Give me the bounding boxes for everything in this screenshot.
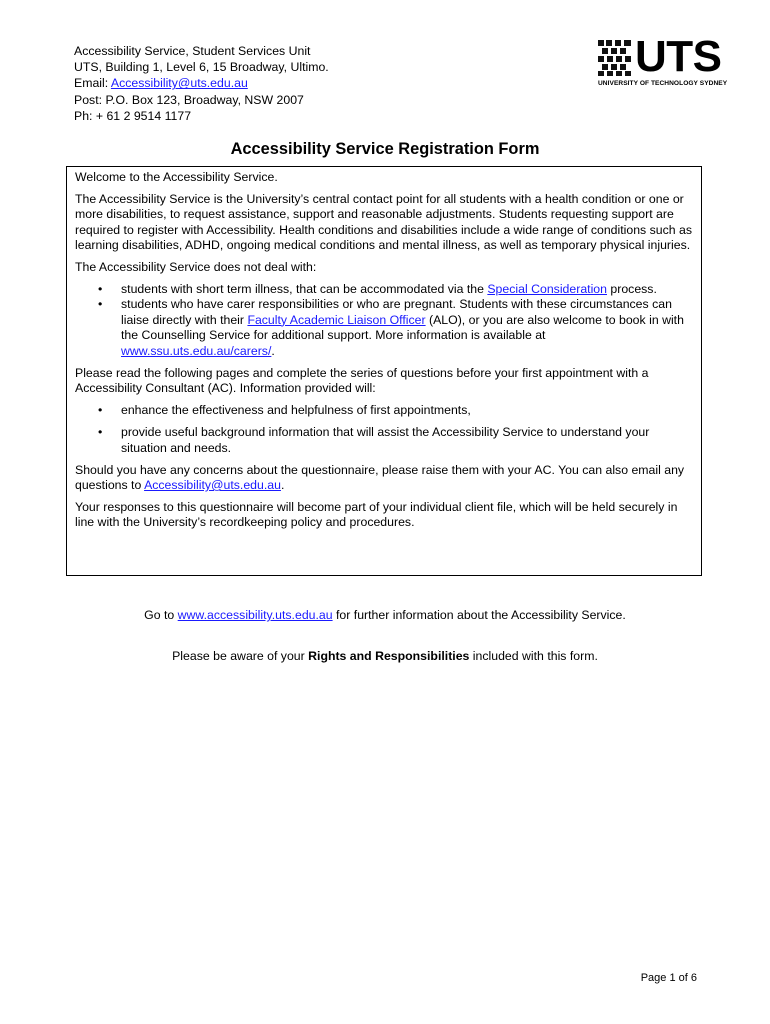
goto-line [0, 608, 770, 622]
list-item-text: students who have carer responsibilities or who are pregnant. Students with these circumstances can liaise directly with their [121, 297, 672, 327]
contact-phone: Ph: + 61 2 9514 1177 [74, 108, 192, 123]
not-deal-heading: The Accessibility Service does not deal with: [75, 259, 317, 274]
list-item-text: enhance the effectiveness and helpfulness of first appointments, [121, 402, 471, 417]
list-item-text: provide useful background information that will assist the Accessibility Service to understand your situation and needs. [121, 425, 650, 455]
email-label: Email: [74, 76, 111, 91]
contact-block [74, 43, 329, 124]
page-number: Page 1 of 6 [640, 972, 697, 984]
alo-link[interactable]: Faculty Academic Liaison Officer [247, 312, 426, 327]
benefits-list [75, 403, 696, 457]
bullet-icon: • [98, 281, 103, 296]
welcome-text: Welcome to the Accessibility Service. [75, 170, 278, 184]
concerns-paragraph [75, 463, 696, 494]
goto-text: Go to [144, 608, 178, 622]
bullet-icon: • [98, 297, 103, 312]
contact-address: UTS, Building 1, Level 6, 15 Broadway, Ultimo. [74, 60, 329, 75]
concerns-text: . [280, 478, 285, 493]
intro-paragraph: The Accessibility Service is the University’s central contact point for all students with a health condition or one or more disabilities, to request assistance, support and reasonable adjustments. Students requesting support are required to register with Accessibility. Health conditions and disabilities include a wide range of conditions such as learning disabilities, ADHD, ongoing medical conditions and mental illness, as well as temporary physical injuries. [75, 191, 692, 253]
accessibility-website-link[interactable]: www.accessibility.uts.edu.au [177, 608, 333, 622]
list-item-text: . [271, 343, 275, 358]
concerns-text: Should you have any concerns about the questionnaire, please raise them with your AC. You can also email any questions to [75, 462, 685, 493]
list-item-text: process. [606, 281, 657, 296]
list-item [75, 282, 696, 298]
list-item [75, 297, 696, 359]
contact-post: Post: P.O. Box 123, Broadway, NSW 2007 [74, 92, 304, 107]
intro-box [66, 166, 702, 576]
contact-email-line [74, 75, 329, 91]
list-item-text: (ALO), or you are also welcome to book in with the Counselling Service for additional support. More information is available at [121, 312, 684, 343]
logo-text: UTS [635, 32, 722, 81]
list-item [75, 403, 696, 419]
rights-line [0, 649, 770, 663]
exclusion-list [75, 282, 696, 360]
rights-text: Please be aware of your [172, 649, 309, 663]
bullet-icon: • [98, 425, 103, 440]
uts-logo-mark-icon [597, 39, 633, 77]
form-title: Accessibility Service Registration Form [230, 140, 540, 158]
read-instructions: Please read the following pages and complete the series of questions before your first appointment with a Accessibility Consultant (AC). Information provided will: [75, 365, 649, 396]
uts-logo [597, 32, 731, 91]
responses-paragraph: Your responses to this questionnaire will become part of your individual client file, which will be held securely in line with the University’s recordkeeping policy and procedures. [75, 499, 678, 530]
bullet-icon: • [98, 402, 103, 417]
goto-text: for further information about the Accessibility Service. [332, 608, 626, 622]
rights-bold-text: Rights and Responsibilities [308, 649, 470, 663]
list-item [75, 425, 696, 456]
concerns-email-link[interactable]: Accessibility@uts.edu.au [144, 478, 281, 493]
contact-unit: Accessibility Service, Student Services Unit [74, 44, 311, 58]
special-consideration-link[interactable]: Special Consideration [487, 281, 607, 296]
logo-subtitle: UNIVERSITY OF TECHNOLOGY SYDNEY [598, 80, 728, 87]
list-item-text: students with short term illness, that can be accommodated via the [121, 281, 488, 296]
rights-text: included with this form. [469, 649, 598, 663]
carers-link[interactable]: www.ssu.uts.edu.au/carers/ [121, 343, 272, 358]
email-link[interactable]: Accessibility@uts.edu.au [110, 76, 248, 91]
